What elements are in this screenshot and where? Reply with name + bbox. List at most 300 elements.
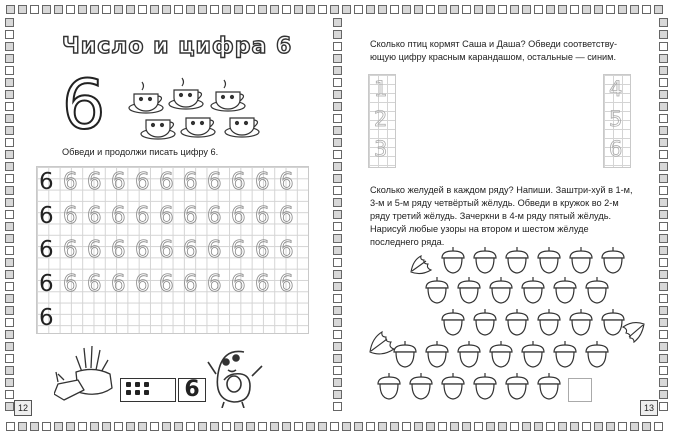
trace-digit: 6: [279, 271, 294, 297]
border-square: [6, 5, 15, 14]
border-square: [654, 5, 663, 14]
acorn-icon[interactable]: [584, 276, 610, 304]
acorn-icon[interactable]: [536, 372, 562, 400]
birds-question: Сколько птиц кормят Саша и Даша? Обведи соответству-ющую цифру красным карандашом, остальные — синим.: [370, 39, 618, 62]
border-square: [378, 5, 387, 14]
acorn-icon[interactable]: [376, 372, 402, 400]
border-square: [18, 422, 27, 431]
border-square: [659, 162, 668, 171]
border-square: [333, 270, 342, 279]
trace-digit: 6: [183, 271, 198, 297]
border-square: [333, 258, 342, 267]
border-square: [498, 422, 507, 431]
border-square: [366, 422, 375, 431]
border-square: [270, 422, 279, 431]
border-square: [642, 5, 651, 14]
border-square: [162, 5, 171, 14]
border-square: [333, 66, 342, 75]
teacups-illustration: [126, 72, 272, 140]
border-square: [333, 186, 342, 195]
border-square: [282, 422, 291, 431]
acorn-question: Сколько желудей в каждом ряду? Напиши. Заштри-хуй в 1-м, 3-м и 5-м ряду четвёртый жёлудь. Обведи в кружок во 2-м ряду третий жёлудь. Зачеркни в 4-м ряду пятый жёлудь. Нарисуй любые узоры на втором и шестом жёлуде последнего ряда.: [370, 185, 633, 247]
trace-digit: 6: [135, 271, 150, 297]
border-square: [474, 422, 483, 431]
border-square: [654, 422, 663, 431]
border-square: [659, 270, 668, 279]
border-square: [333, 42, 342, 51]
count-dot: [126, 382, 131, 387]
trace-digit: 6: [255, 169, 270, 195]
writing-grid: [36, 166, 309, 334]
border-square: [102, 422, 111, 431]
digit-grid-right: [603, 74, 631, 168]
trace-digit: 6: [63, 169, 78, 195]
border-square: [222, 422, 231, 431]
acorn-icon[interactable]: [488, 276, 514, 304]
count-dot: [135, 382, 140, 387]
border-square: [342, 5, 351, 14]
border-square: [378, 422, 387, 431]
trace-digit: 6: [63, 271, 78, 297]
oak-leaf-icon: [408, 252, 434, 276]
big-digit-six: 6: [62, 66, 106, 145]
border-square: [659, 30, 668, 39]
border-square: [5, 318, 14, 327]
border-square: [126, 5, 135, 14]
acorn-icon[interactable]: [440, 308, 466, 336]
border-square: [5, 378, 14, 387]
trace-digit: 6: [159, 271, 174, 297]
border-square: [333, 234, 342, 243]
border-square: [5, 282, 14, 291]
border-square: [333, 318, 342, 327]
trace-digit: 6: [183, 169, 198, 195]
sample-digit: 6: [39, 169, 54, 195]
border-square: [306, 422, 315, 431]
border-square: [333, 126, 342, 135]
count-dot: [126, 390, 131, 395]
border-square: [78, 5, 87, 14]
acorn-icon[interactable]: [520, 276, 546, 304]
border-square: [462, 422, 471, 431]
border-square: [306, 5, 315, 14]
border-square: [333, 78, 342, 87]
border-square: [5, 186, 14, 195]
border-square: [659, 138, 668, 147]
trace-digit: 6: [231, 203, 246, 229]
border-square: [606, 5, 615, 14]
trace-digit: 6: [255, 271, 270, 297]
border-square: [659, 390, 668, 399]
border-square: [606, 422, 615, 431]
page-number-right: 13: [640, 400, 658, 416]
border-square: [234, 422, 243, 431]
oak-leaf-icon: [622, 320, 648, 346]
border-square: [330, 422, 339, 431]
border-square: [114, 422, 123, 431]
trace-digit: 6: [231, 237, 246, 263]
trace-digit: 6: [63, 203, 78, 229]
border-square: [258, 422, 267, 431]
border-square: [659, 174, 668, 183]
border-square: [333, 222, 342, 231]
border-square: [333, 90, 342, 99]
border-square: [5, 126, 14, 135]
border-square: [102, 5, 111, 14]
border-square: [438, 422, 447, 431]
border-square: [414, 422, 423, 431]
border-square: [5, 90, 14, 99]
border-square: [659, 282, 668, 291]
border-square: [659, 318, 668, 327]
acorn-icon[interactable]: [536, 308, 562, 336]
acorn-icon[interactable]: [504, 308, 530, 336]
trace-digit: 6: [135, 169, 150, 195]
trace-digit: 6: [183, 237, 198, 263]
border-square: [659, 150, 668, 159]
border-square: [174, 5, 183, 14]
border-square: [474, 5, 483, 14]
trace-digit: 6: [111, 169, 126, 195]
border-square: [318, 5, 327, 14]
trace-digit: 6: [87, 203, 102, 229]
trace-digit: 6: [231, 271, 246, 297]
trace-digit: 6: [111, 237, 126, 263]
border-square: [534, 422, 543, 431]
border-square: [5, 354, 14, 363]
border-square: [5, 330, 14, 339]
border-square: [450, 422, 459, 431]
border-square: [570, 422, 579, 431]
acorn-icon[interactable]: [584, 340, 610, 368]
border-square: [659, 342, 668, 351]
trace-digit: 6: [111, 203, 126, 229]
acorn-icon[interactable]: [424, 276, 450, 304]
border-square: [546, 422, 555, 431]
digit-choice[interactable]: 5: [609, 107, 623, 131]
border-square: [5, 54, 14, 63]
trace-digit: 6: [87, 271, 102, 297]
border-square: [333, 390, 342, 399]
digit-choice[interactable]: 4: [609, 77, 623, 101]
trace-digit: 6: [159, 237, 174, 263]
border-square: [659, 294, 668, 303]
border-square: [198, 422, 207, 431]
trace-digit: 6: [135, 237, 150, 263]
digit-card: 6: [178, 378, 206, 402]
page-number-left: 12: [14, 400, 32, 416]
border-square: [659, 306, 668, 315]
border-square: [78, 422, 87, 431]
border-square: [426, 422, 435, 431]
border-square: [174, 422, 183, 431]
sample-digit: 6: [39, 305, 54, 331]
border-square: [333, 402, 342, 411]
border-square: [570, 5, 579, 14]
border-square: [659, 102, 668, 111]
digit-choice[interactable]: 6: [609, 137, 623, 161]
border-square: [333, 138, 342, 147]
border-square: [5, 162, 14, 171]
border-square: [659, 330, 668, 339]
border-square: [333, 30, 342, 39]
trace-digit: 6: [87, 169, 102, 195]
acorn-icon[interactable]: [440, 246, 466, 274]
border-square: [659, 78, 668, 87]
border-square: [42, 422, 51, 431]
digit-choice[interactable]: 3: [374, 137, 388, 161]
digit-choice[interactable]: 2: [374, 107, 388, 131]
border-square: [5, 390, 14, 399]
oak-leaf-icon: [366, 326, 396, 356]
border-square: [659, 126, 668, 135]
border-square: [510, 5, 519, 14]
border-square: [270, 5, 279, 14]
trace-digit: 6: [255, 237, 270, 263]
border-square: [162, 422, 171, 431]
acorn-icon[interactable]: [568, 246, 594, 274]
border-square: [5, 270, 14, 279]
trace-digit: 6: [207, 271, 222, 297]
border-square: [333, 54, 342, 63]
border-square: [630, 5, 639, 14]
border-square: [659, 186, 668, 195]
trace-digit: 6: [279, 169, 294, 195]
border-square: [5, 174, 14, 183]
border-square: [594, 422, 603, 431]
border-square: [450, 5, 459, 14]
border-square: [438, 5, 447, 14]
border-square: [354, 5, 363, 14]
digit-choice[interactable]: 1: [374, 77, 388, 101]
border-square: [54, 422, 63, 431]
border-square: [510, 422, 519, 431]
border-square: [486, 5, 495, 14]
border-square: [390, 422, 399, 431]
border-square: [5, 138, 14, 147]
trace-digit: 6: [87, 237, 102, 263]
trace-digit: 6: [207, 237, 222, 263]
trace-digit: 6: [63, 237, 78, 263]
border-square: [5, 18, 14, 27]
border-square: [5, 306, 14, 315]
trace-digit: 6: [255, 203, 270, 229]
border-square: [659, 114, 668, 123]
border-square: [5, 30, 14, 39]
border-square: [333, 342, 342, 351]
border-square: [333, 114, 342, 123]
acorn-icon[interactable]: [456, 276, 482, 304]
border-square: [659, 234, 668, 243]
border-square: [210, 5, 219, 14]
trace-digit: 6: [279, 203, 294, 229]
border-square: [138, 5, 147, 14]
border-square: [333, 174, 342, 183]
border-square: [246, 422, 255, 431]
border-square: [5, 258, 14, 267]
border-square: [659, 246, 668, 255]
page-title: Число и цифра 6: [62, 34, 293, 59]
trace-digit: 6: [159, 203, 174, 229]
border-square: [333, 150, 342, 159]
border-square: [659, 354, 668, 363]
border-square: [150, 422, 159, 431]
border-square: [414, 5, 423, 14]
border-square: [659, 18, 668, 27]
writing-instruction: Обведи и продолжи писать цифру 6.: [62, 147, 219, 157]
border-square: [333, 282, 342, 291]
border-square: [659, 210, 668, 219]
border-square: [618, 422, 627, 431]
border-square: [5, 294, 14, 303]
border-square: [659, 222, 668, 231]
border-square: [642, 422, 651, 431]
count-dot: [144, 382, 149, 387]
acorn-icon[interactable]: [552, 340, 578, 368]
border-square: [333, 378, 342, 387]
acorn-icon[interactable]: [568, 308, 594, 336]
border-square: [5, 150, 14, 159]
border-square: [5, 366, 14, 375]
acorn-icon[interactable]: [504, 372, 530, 400]
border-square: [30, 5, 39, 14]
border-square: [333, 162, 342, 171]
border-square: [462, 5, 471, 14]
border-square: [234, 5, 243, 14]
border-square: [5, 246, 14, 255]
border-square: [534, 5, 543, 14]
border-square: [659, 54, 668, 63]
border-square: [333, 330, 342, 339]
border-square: [366, 5, 375, 14]
border-square: [5, 234, 14, 243]
border-square: [390, 5, 399, 14]
border-square: [5, 342, 14, 351]
trace-digit: 6: [111, 271, 126, 297]
acorn-icon[interactable]: [472, 308, 498, 336]
border-square: [333, 294, 342, 303]
border-square: [30, 422, 39, 431]
border-square: [114, 5, 123, 14]
border-square: [54, 5, 63, 14]
border-square: [659, 198, 668, 207]
trace-digit: 6: [207, 203, 222, 229]
border-square: [659, 378, 668, 387]
border-square: [66, 422, 75, 431]
border-square: [486, 422, 495, 431]
border-square: [246, 5, 255, 14]
border-square: [402, 5, 411, 14]
border-square: [66, 5, 75, 14]
border-square: [5, 66, 14, 75]
trace-digit: 6: [207, 169, 222, 195]
border-square: [333, 102, 342, 111]
border-square: [630, 422, 639, 431]
acorn-icon[interactable]: [520, 340, 546, 368]
border-square: [186, 5, 195, 14]
count-dot: [135, 390, 140, 395]
border-square: [90, 422, 99, 431]
trace-digit: 6: [279, 237, 294, 263]
border-square: [330, 5, 339, 14]
sample-digit: 6: [39, 271, 54, 297]
acorn-icon[interactable]: [504, 246, 530, 274]
border-square: [18, 5, 27, 14]
border-square: [333, 246, 342, 255]
border-square: [659, 66, 668, 75]
acorn-icon[interactable]: [472, 372, 498, 400]
dots-card: [120, 378, 176, 402]
border-square: [5, 210, 14, 219]
hands-illustration: [54, 344, 118, 404]
border-square: [318, 422, 327, 431]
border-square: [5, 114, 14, 123]
trace-digit: 6: [135, 203, 150, 229]
border-square: [210, 422, 219, 431]
acorn-icon[interactable]: [456, 340, 482, 368]
border-square: [354, 422, 363, 431]
border-square: [333, 198, 342, 207]
border-square: [546, 5, 555, 14]
border-square: [126, 422, 135, 431]
border-square: [558, 422, 567, 431]
digit-grid-left: [368, 74, 396, 168]
answer-box[interactable]: [568, 378, 592, 402]
border-square: [333, 210, 342, 219]
border-square: [582, 422, 591, 431]
border-square: [333, 354, 342, 363]
border-square: [258, 5, 267, 14]
acorn-icon[interactable]: [536, 246, 562, 274]
border-square: [522, 422, 531, 431]
border-square: [333, 18, 342, 27]
border-square: [138, 422, 147, 431]
border-square: [5, 198, 14, 207]
border-square: [522, 5, 531, 14]
border-square: [294, 422, 303, 431]
trace-digit: 6: [231, 169, 246, 195]
acorn-icon[interactable]: [440, 372, 466, 400]
border-square: [659, 402, 668, 411]
border-square: [282, 5, 291, 14]
sample-digit: 6: [39, 237, 54, 263]
acorn-icon[interactable]: [424, 340, 450, 368]
border-square: [5, 78, 14, 87]
acorn-icon[interactable]: [600, 246, 626, 274]
acorn-icon[interactable]: [488, 340, 514, 368]
border-square: [5, 222, 14, 231]
border-square: [659, 90, 668, 99]
border-square: [659, 258, 668, 267]
border-square: [498, 5, 507, 14]
six-character-illustration: [204, 344, 266, 408]
acorn-icon[interactable]: [472, 246, 498, 274]
acorn-icon[interactable]: [408, 372, 434, 400]
acorn-icon[interactable]: [552, 276, 578, 304]
trace-digit: 6: [183, 203, 198, 229]
border-square: [5, 42, 14, 51]
count-dot: [144, 390, 149, 395]
border-square: [150, 5, 159, 14]
border-square: [333, 306, 342, 315]
border-square: [582, 5, 591, 14]
border-square: [222, 5, 231, 14]
border-square: [402, 422, 411, 431]
border-square: [659, 42, 668, 51]
border-square: [6, 422, 15, 431]
border-square: [294, 5, 303, 14]
border-square: [426, 5, 435, 14]
